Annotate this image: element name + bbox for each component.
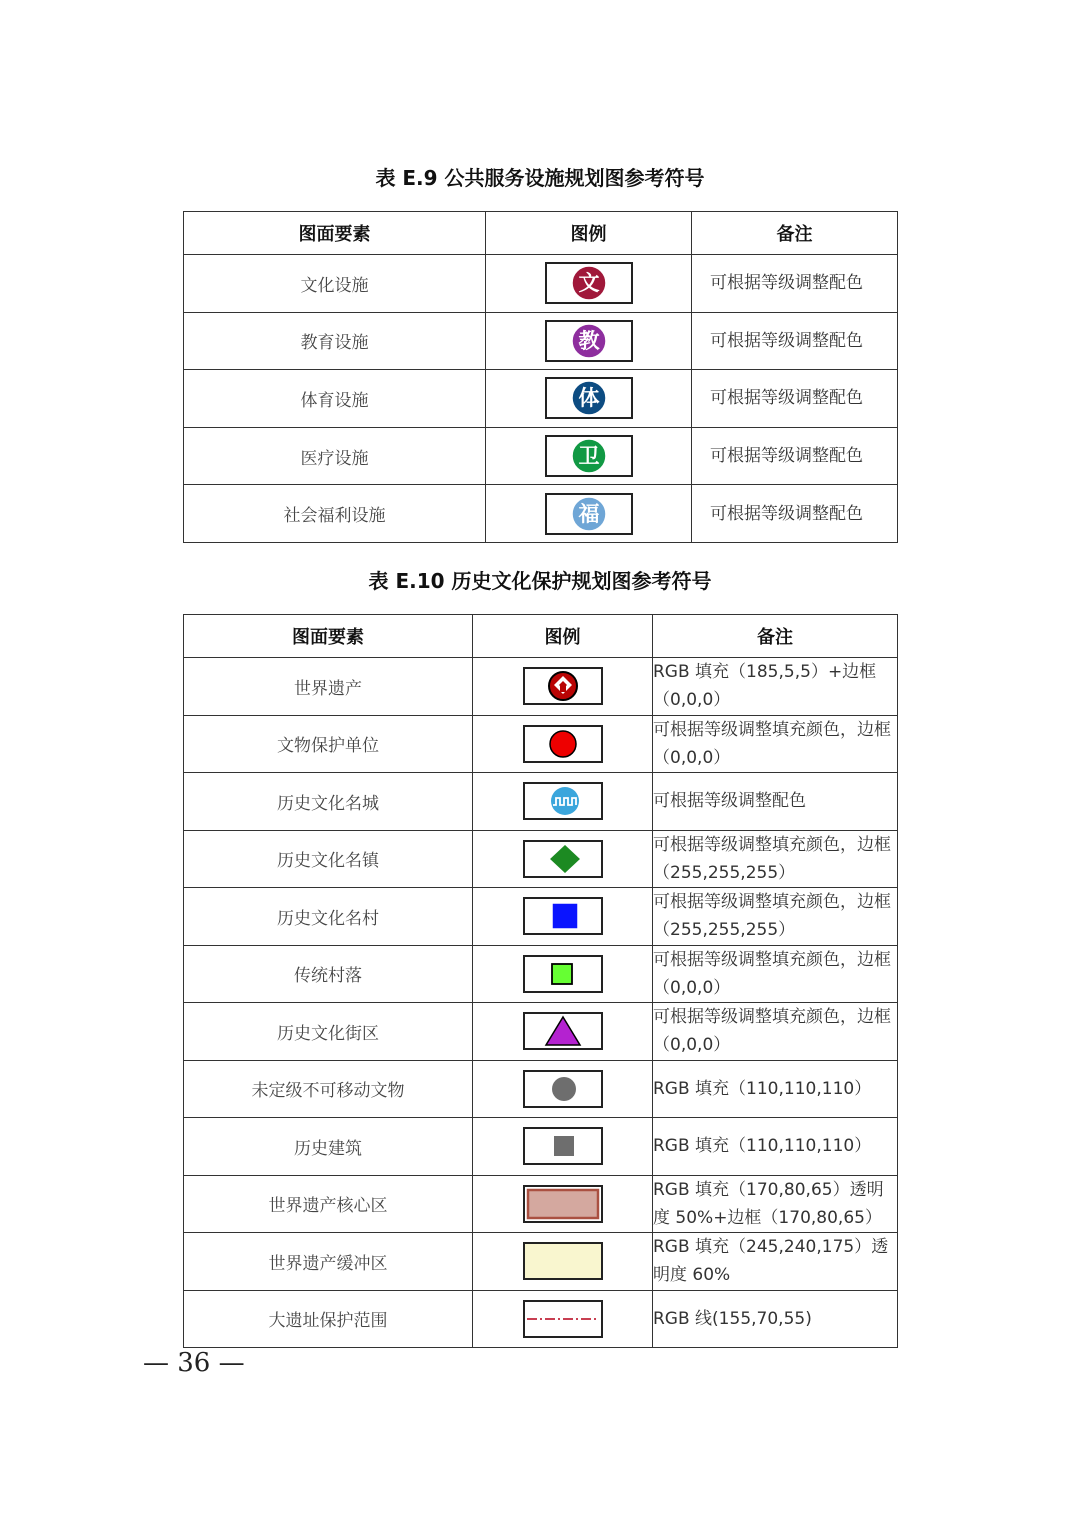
- note-text: 可根据等级调整填充颜色，边框（0,0,0）: [653, 1003, 898, 1061]
- facility-badge-icon: [547, 379, 631, 417]
- badge-glyph: 教: [578, 328, 599, 353]
- legend-cell: [473, 1175, 653, 1233]
- legend-cell: [473, 658, 653, 716]
- note-text: RGB 填充（170,80,65）透明度 50%+边框（170,80,65）: [653, 1175, 898, 1233]
- table-row: [184, 485, 898, 543]
- legend-cell: [473, 1003, 653, 1061]
- legend-cell: [473, 888, 653, 946]
- table9-header-element: 图面要素: [184, 212, 486, 255]
- table9-header-note: 备注: [692, 212, 898, 255]
- element-name: 历史文化名村: [184, 888, 473, 946]
- green-diamond-icon: [523, 840, 603, 878]
- legend-symbol: [545, 377, 633, 419]
- element-name: 世界遗产: [184, 658, 473, 716]
- legend-cell: [473, 945, 653, 1003]
- table-row: [184, 1290, 898, 1348]
- legend-symbol: [545, 435, 633, 477]
- table-row: [184, 1003, 898, 1061]
- legend-cell: [473, 1060, 653, 1118]
- legend-cell: [473, 1118, 653, 1176]
- table-row: [184, 1175, 898, 1233]
- table-row: [184, 1060, 898, 1118]
- table9: [183, 211, 898, 543]
- note-text: RGB 填充（245,240,175）透明度 60%: [653, 1233, 898, 1291]
- element-name: 文化设施: [184, 255, 486, 313]
- table9-caption: 表 E.9 公共服务设施规划图参考符号: [375, 166, 705, 190]
- element-name: 社会福利设施: [184, 485, 486, 543]
- element-name: 历史文化名镇: [184, 830, 473, 888]
- note-text: 可根据等级调整填充颜色，边框（0,0,0）: [653, 945, 898, 1003]
- legend-cell: [473, 830, 653, 888]
- gray-circle-icon: [523, 1070, 603, 1108]
- element-name: 世界遗产缓冲区: [184, 1233, 473, 1291]
- facility-badge-icon: [547, 264, 631, 302]
- legend-cell: [486, 370, 692, 428]
- facility-badge-icon: [547, 495, 631, 533]
- note-text: 可根据等级调整配色: [692, 485, 898, 543]
- table10: [183, 614, 898, 1348]
- legend-cell: [486, 312, 692, 370]
- note-text: RGB 填充（185,5,5）+边框（0,0,0）: [653, 658, 898, 716]
- element-name: 未定级不可移动文物: [184, 1060, 473, 1118]
- red-circle-icon: [523, 725, 603, 763]
- gray-square-icon: [523, 1127, 603, 1165]
- table-row: [184, 312, 898, 370]
- note-text: 可根据等级调整配色: [692, 370, 898, 428]
- badge-glyph: 体: [578, 386, 599, 411]
- table10-header-legend: 图例: [473, 615, 653, 658]
- blue-square-icon: [523, 897, 603, 935]
- legend-cell: [473, 773, 653, 831]
- element-name: 历史文化名城: [184, 773, 473, 831]
- table10-caption: 表 E.10 历史文化保护规划图参考符号: [368, 569, 712, 593]
- page-number: — 36 —: [143, 1348, 245, 1378]
- table-row: [184, 1118, 898, 1176]
- table-row: [184, 830, 898, 888]
- legend-cell: [486, 255, 692, 313]
- legend-cell: [486, 427, 692, 485]
- world-heritage-icon: [523, 667, 603, 705]
- table-row: [184, 255, 898, 313]
- note-text: 可根据等级调整填充颜色，边框（255,255,255）: [653, 830, 898, 888]
- buffer-zone-swatch-icon: [523, 1242, 603, 1280]
- legend-symbol: [545, 493, 633, 535]
- table-row: [184, 658, 898, 716]
- table-row: [184, 370, 898, 428]
- table-row: [184, 888, 898, 946]
- note-text: 可根据等级调整填充颜色，边框（0,0,0）: [653, 715, 898, 773]
- element-name: 传统村落: [184, 945, 473, 1003]
- element-name: 世界遗产核心区: [184, 1175, 473, 1233]
- note-text: RGB 线(155,70,55): [653, 1290, 898, 1348]
- facility-badge-icon: [547, 322, 631, 360]
- city-wall-circle-icon: [523, 782, 603, 820]
- badge-glyph: 文: [578, 271, 599, 296]
- table9-header-legend: 图例: [486, 212, 692, 255]
- note-text: 可根据等级调整配色: [692, 312, 898, 370]
- note-text: 可根据等级调整配色: [692, 427, 898, 485]
- table-row: [184, 1233, 898, 1291]
- legend-symbol: [545, 320, 633, 362]
- badge-glyph: 卫: [578, 444, 599, 469]
- legend-cell: [473, 715, 653, 773]
- legend-cell: [473, 1290, 653, 1348]
- table-row: [184, 773, 898, 831]
- element-name: 历史建筑: [184, 1118, 473, 1176]
- note-text: 可根据等级调整配色: [653, 773, 898, 831]
- element-name: 医疗设施: [184, 427, 486, 485]
- element-name: 教育设施: [184, 312, 486, 370]
- table-row: [184, 427, 898, 485]
- note-text: RGB 填充（110,110,110）: [653, 1060, 898, 1118]
- dash-dot-line-icon: [523, 1300, 603, 1338]
- badge-glyph: 福: [578, 501, 599, 526]
- page-number-value: 36: [177, 1348, 211, 1378]
- legend-cell: [473, 1233, 653, 1291]
- note-text: 可根据等级调整配色: [692, 255, 898, 313]
- element-name: 文物保护单位: [184, 715, 473, 773]
- purple-triangle-icon: [523, 1012, 603, 1050]
- lime-square-icon: [523, 955, 603, 993]
- legend-symbol: [545, 262, 633, 304]
- element-name: 体育设施: [184, 370, 486, 428]
- element-name: 大遗址保护范围: [184, 1290, 473, 1348]
- table-row: [184, 945, 898, 1003]
- table10-header-note: 备注: [653, 615, 898, 658]
- legend-cell: [486, 485, 692, 543]
- note-text: 可根据等级调整填充颜色，边框（255,255,255）: [653, 888, 898, 946]
- element-name: 历史文化街区: [184, 1003, 473, 1061]
- table-row: [184, 715, 898, 773]
- note-text: RGB 填充（110,110,110）: [653, 1118, 898, 1176]
- facility-badge-icon: [547, 437, 631, 475]
- table10-header-element: 图面要素: [184, 615, 473, 658]
- core-zone-swatch-icon: [523, 1185, 603, 1223]
